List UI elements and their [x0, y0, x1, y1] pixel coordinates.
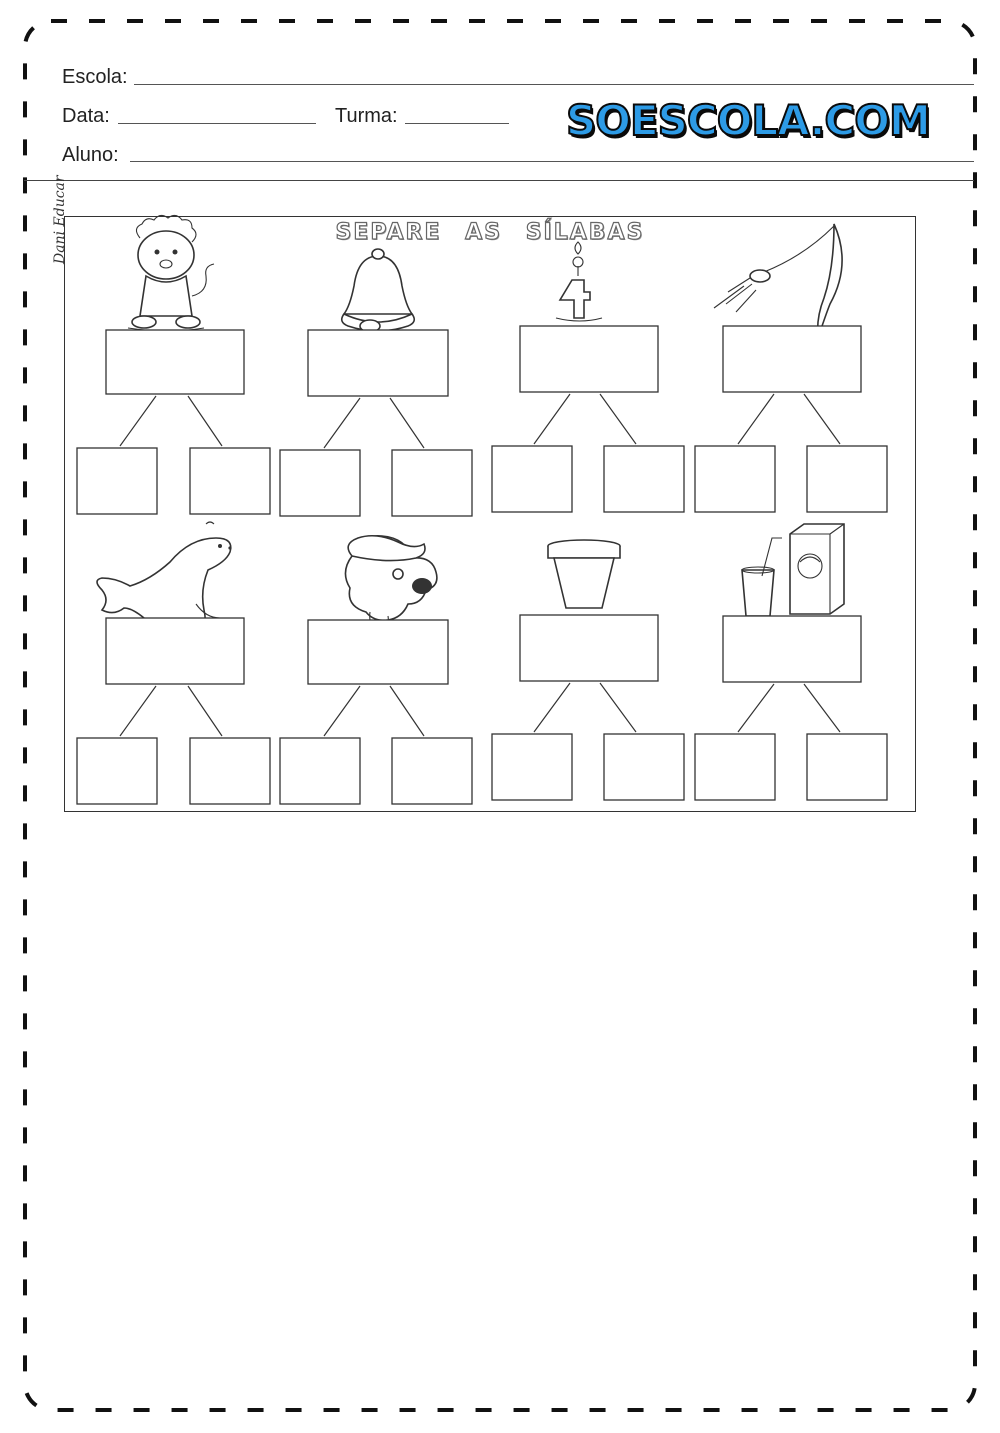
- date-label: Data:: [62, 105, 110, 127]
- syllable-box-7b[interactable]: [604, 734, 684, 800]
- syllable-tree-5: [77, 618, 270, 804]
- word-box-5[interactable]: [106, 618, 244, 684]
- syllable-box-5b[interactable]: [190, 738, 270, 804]
- word-box-4[interactable]: [723, 326, 861, 392]
- syllable-box-1a[interactable]: [77, 448, 157, 514]
- word-box-3[interactable]: [520, 326, 658, 392]
- syllable-box-2a[interactable]: [280, 450, 360, 516]
- activity-title: SEPARE AS SÍLABAS: [335, 220, 645, 245]
- site-logo: SOESCOLA.COM: [566, 96, 930, 145]
- syllable-box-6a[interactable]: [280, 738, 360, 804]
- syllable-box-3a[interactable]: [492, 446, 572, 512]
- syllable-box-8a[interactable]: [695, 734, 775, 800]
- lion-icon: [128, 215, 214, 331]
- vase-icon: [548, 540, 620, 608]
- juice-icon: [742, 524, 844, 616]
- word-box-6[interactable]: [308, 620, 448, 684]
- dog-icon: [345, 536, 436, 630]
- syllable-tree-4: [695, 326, 887, 512]
- syllable-box-4b[interactable]: [807, 446, 887, 512]
- syllable-box-2b[interactable]: [392, 450, 472, 516]
- syllable-tree-7: [492, 615, 684, 800]
- syllable-tree-6: [280, 620, 472, 804]
- bell-icon: [342, 249, 415, 332]
- word-box-2[interactable]: [308, 330, 448, 396]
- syllable-box-1b[interactable]: [190, 448, 270, 514]
- syllable-tree-3: [492, 326, 684, 512]
- comet-icon: [714, 224, 842, 338]
- syllable-tree-2: [280, 330, 472, 516]
- syllable-box-3b[interactable]: [604, 446, 684, 512]
- syllable-tree-8: [695, 616, 887, 800]
- syllable-tree-1: [77, 330, 270, 514]
- seal-icon: [97, 522, 232, 631]
- class-label: Turma:: [335, 105, 398, 127]
- syllable-box-5a[interactable]: [77, 738, 157, 804]
- candle-icon: [556, 242, 602, 321]
- author-credit: Dani Educar: [52, 175, 68, 264]
- syllable-box-7a[interactable]: [492, 734, 572, 800]
- school-label: Escola:: [62, 66, 128, 88]
- word-box-1[interactable]: [106, 330, 244, 394]
- syllable-box-4a[interactable]: [695, 446, 775, 512]
- syllable-box-8b[interactable]: [807, 734, 887, 800]
- word-box-7[interactable]: [520, 615, 658, 681]
- word-box-8[interactable]: [723, 616, 861, 682]
- syllable-box-6b[interactable]: [392, 738, 472, 804]
- student-label: Aluno:: [62, 144, 119, 166]
